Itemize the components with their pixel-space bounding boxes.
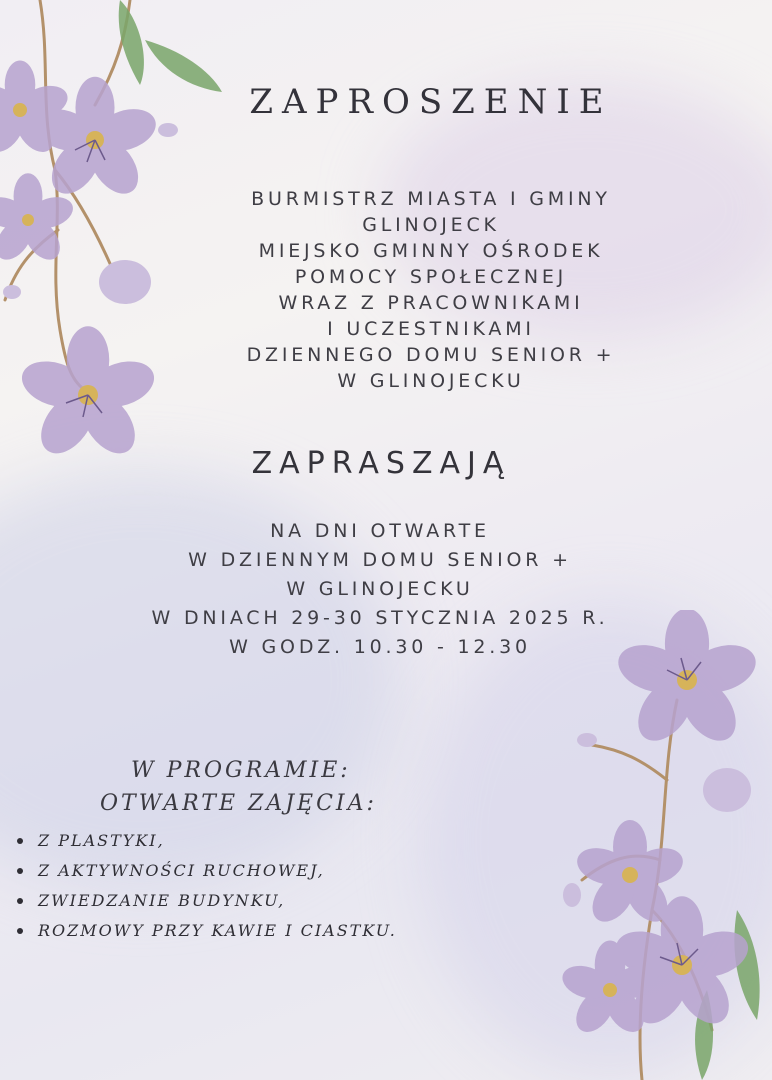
page-title: ZAPROSZENIE — [249, 82, 613, 122]
list-item-label: ZWIEDZANIE BUDYNKU, — [38, 891, 286, 910]
list-item-label: Z PLASTYKI, — [38, 831, 165, 850]
list-item-label: Z AKTYWNOŚCI RUCHOWEJ, — [38, 861, 325, 880]
hosts-line: W GLINOJECKU — [337, 370, 525, 392]
details-line: W GODZ. 10.30 - 12.30 — [229, 636, 531, 658]
list-item — [0, 856, 460, 886]
bullet-icon — [17, 898, 23, 904]
details-line: W DZIENNYM DOMU SENIOR + — [188, 549, 572, 571]
list-item — [0, 826, 460, 856]
program-list — [0, 826, 460, 946]
hosts-line: DZIENNEGO DOMU SENIOR + — [246, 344, 616, 366]
program-section — [0, 758, 460, 946]
bullet-icon — [17, 868, 23, 874]
event-details — [30, 517, 730, 662]
hosts-line: WRAZ Z PRACOWNIKAMI — [278, 292, 584, 314]
program-subheading: OTWARTE ZAJĘCIA: — [100, 791, 377, 816]
hosts-line: BURMISTRZ MIASTA I GMINY — [251, 188, 611, 210]
program-heading: W PROGRAMIE: — [131, 758, 351, 783]
bullet-icon — [17, 838, 23, 844]
hosts-line: POMOCY SPOŁECZNEJ — [294, 266, 568, 288]
list-item-label: ROZMOWY PRZY KAWIE I CIASTKU. — [38, 921, 397, 940]
hosts-line: I UCZESTNIKAMI — [327, 318, 535, 340]
details-line: NA DNI OTWARTE — [270, 520, 490, 542]
flower-branch-bottom-right-icon — [542, 610, 772, 1080]
details-line: W DNIACH 29-30 STYCZNIA 2025 R. — [151, 607, 609, 629]
details-line: W GLINOJECKU — [286, 578, 474, 600]
list-item — [0, 916, 460, 946]
hosts-block — [90, 186, 772, 394]
list-item — [0, 886, 460, 916]
hosts-line: GLINOJECK — [362, 214, 500, 236]
hosts-line: MIEJSKO GMINNY OŚRODEK — [258, 240, 604, 262]
invite-heading: ZAPRASZAJĄ — [251, 446, 511, 481]
bullet-icon — [17, 928, 23, 934]
